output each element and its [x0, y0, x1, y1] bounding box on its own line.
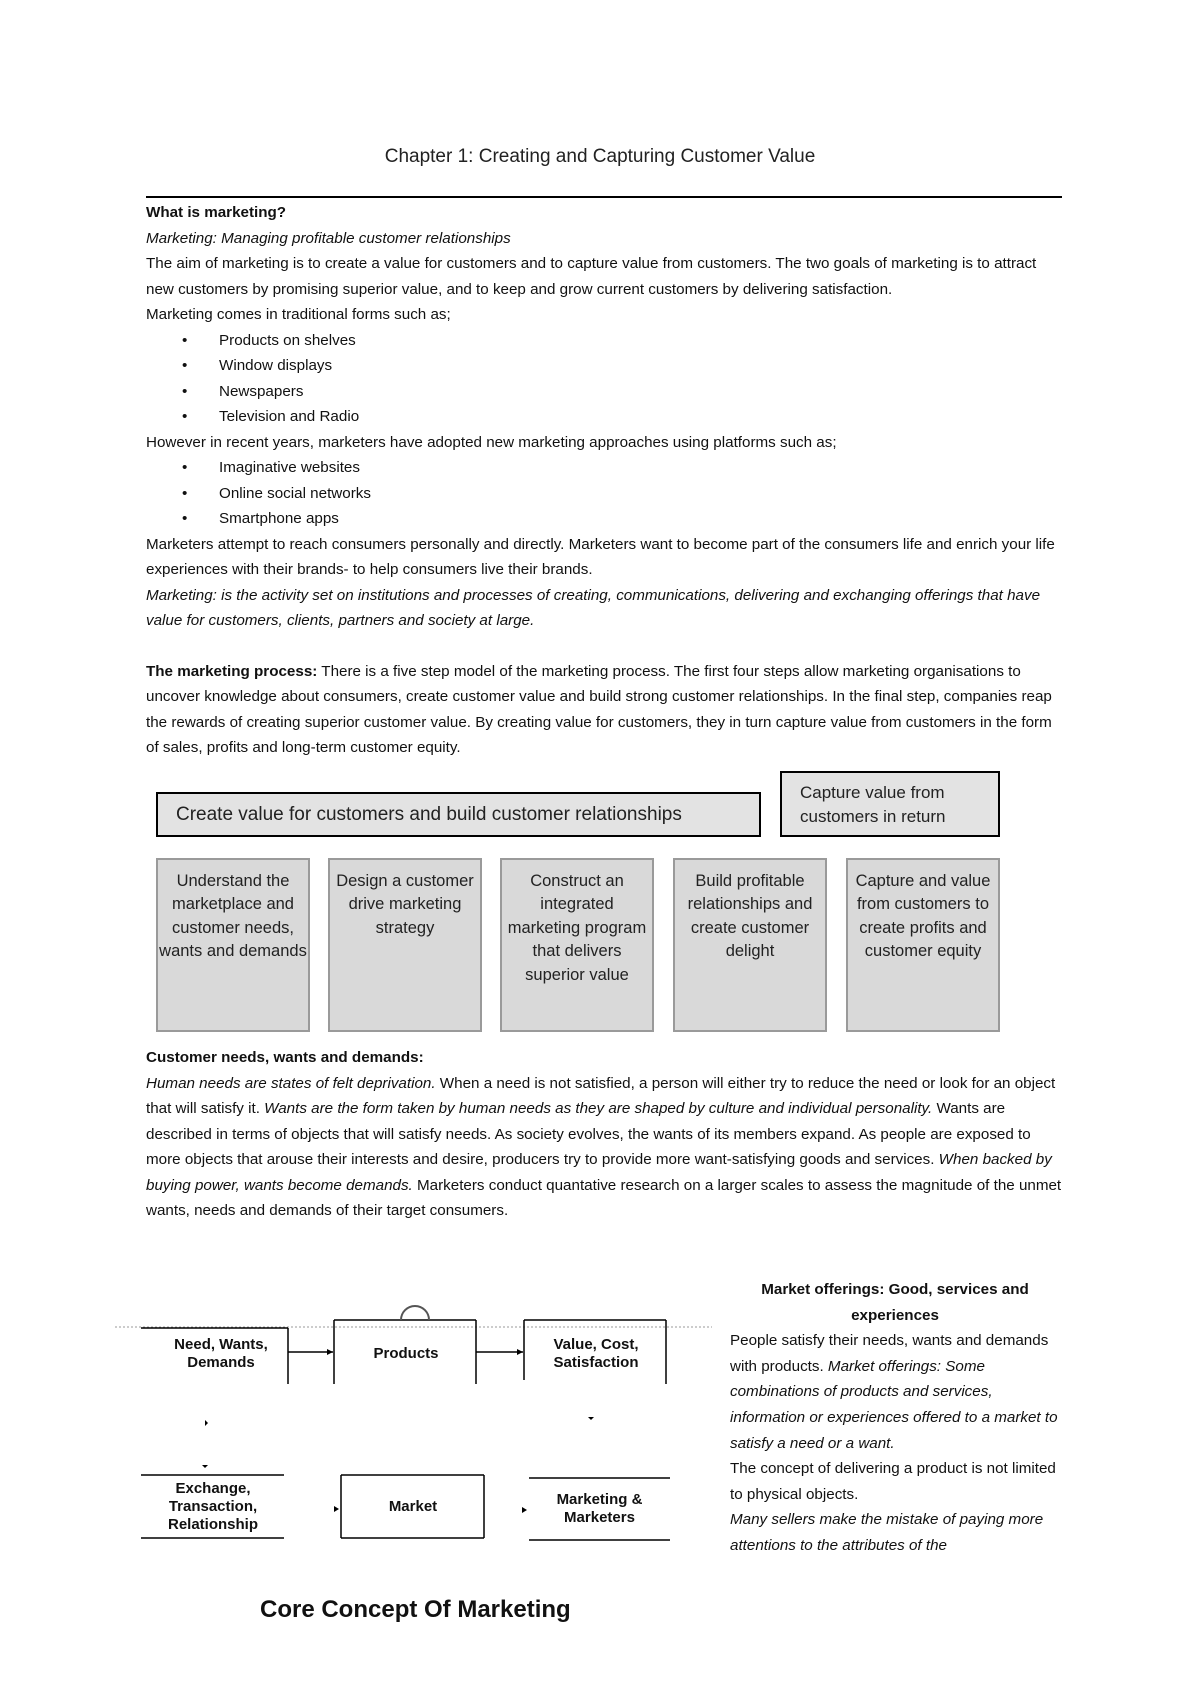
chapter-title: Chapter 1: Creating and Capturing Customer Value — [384, 146, 816, 167]
needs-text: When a need is not satisfied, a person will either try to reduce the need or look for an object that will satisfy it. — [146, 1074, 1056, 1117]
concept-marketing-box: Marketing & Marketers — [556, 1491, 643, 1526]
offerings-paragraph-3: Many sellers make the mistake of paying more attentions to the attributes of the — [730, 1511, 1044, 1554]
process-step-2: Design a customer drive marketing strategy — [328, 858, 482, 1032]
process-step-3: Construct an integrated marketing program that delivers superior value — [500, 858, 654, 1032]
needs-text: Wants are the form taken by human needs as they are shaped by culture and individual personality. — [264, 1100, 933, 1117]
list-item: • Newspapers — [146, 379, 1066, 405]
concept-value-box: Value, Cost, Satisfaction — [553, 1336, 639, 1371]
process-step-1: Understand the marketplace and customer needs, wants and demands — [156, 858, 310, 1032]
needs-text: When backed by buying power, wants become demands. — [146, 1151, 1052, 1194]
core-concept-title: Core Concept Of Marketing — [260, 1596, 571, 1623]
concept-exchange-box: Exchange, Transaction, Relationship — [167, 1480, 258, 1533]
concept-products-box: Products — [373, 1345, 439, 1362]
market-offerings-section — [730, 1277, 1060, 1559]
offerings-paragraph-1 — [730, 1328, 1060, 1456]
concept-market-box: Market — [388, 1498, 438, 1515]
needs-text: Human needs are states of felt deprivation. — [146, 1074, 436, 1092]
list-item: • Television and Radio — [146, 404, 1066, 430]
list-item: • Imaginative websites — [146, 455, 1066, 481]
offerings-paragraph-2: The concept of delivering a product is not limited to physical objects. — [730, 1460, 1056, 1503]
process-text: There is a five step model of the marketing process. The first four steps allow marketing organisations to uncover knowledge about consumers, create customer value and build strong customer relationships. In the final step, companies reap the rewards of creating superior customer value. By creating value for customers, they in turn capture value from customers in the form of sales, profits and long-term customer equity. — [146, 662, 1052, 756]
intro-paragraph-3: However in recent years, marketers have adopted new marketing approaches using platforms such as; — [146, 433, 837, 451]
offerings-heading: Market offerings: Good, services and experiences — [761, 1281, 1029, 1324]
process-step-5: Capture and value from customers to create profits and customer equity — [846, 858, 1000, 1032]
needs-text: Wants are described in terms of objects that will satisfy needs. As society evolves, the wants of its members expand. As people are exposed to more objects that arouse their interests and desire, producers try to provide more want-satisfying goods and services. — [146, 1100, 1031, 1168]
process-step-4: Build profitable relationships and create customer delight — [673, 858, 827, 1032]
marketing-definition: Marketing: is the activity set on institutions and processes of creating, communications, delivering and exchanging offerings that have value for customers, clients, partners and society at large. — [146, 586, 1041, 629]
intro-subheading: Marketing: Managing profitable customer relationships — [146, 229, 511, 247]
offerings-definition: Market offerings: Some combinations of products and services, information or experiences offered to a market to satisfy a need or a want. — [730, 1357, 1058, 1452]
offerings-text: People satisfy their needs, wants and demands with products. — [730, 1332, 1049, 1375]
process-label: The marketing process: — [146, 662, 318, 680]
intro-paragraph-1: The aim of marketing is to create a value for customers and to capture value from customers. The two goals of marketing is to attract new customers by promising superior value, and to keep and grow current customers by delivering satisfaction. — [146, 255, 1037, 298]
list-item: • Online social networks — [146, 481, 1066, 507]
concept-needs-box: Need, Wants, Demands — [174, 1336, 268, 1371]
intro-paragraph-2: Marketing comes in traditional forms such as; — [146, 306, 451, 323]
create-value-header: Create value for customers and build customer relationships — [156, 792, 761, 837]
needs-heading: Customer needs, wants and demands: — [146, 1049, 424, 1066]
needs-text: Marketers conduct quantative research on a larger scales to assess the magnitude of the unmet wants, needs and demands of their target consumers. — [146, 1176, 1062, 1219]
list-item: • Products on shelves — [146, 328, 1066, 354]
intro-heading: What is marketing? — [146, 204, 287, 221]
intro-paragraph-4: Marketers attempt to reach consumers personally and directly. Marketers want to become part of the consumers life and enrich your life experiences with their brands- to help consumers live their brands. — [146, 535, 1055, 578]
capture-value-header: Capture value from customers in return — [780, 771, 1000, 837]
list-item: • Smartphone apps — [146, 506, 1066, 532]
list-item: • Window displays — [146, 353, 1066, 379]
